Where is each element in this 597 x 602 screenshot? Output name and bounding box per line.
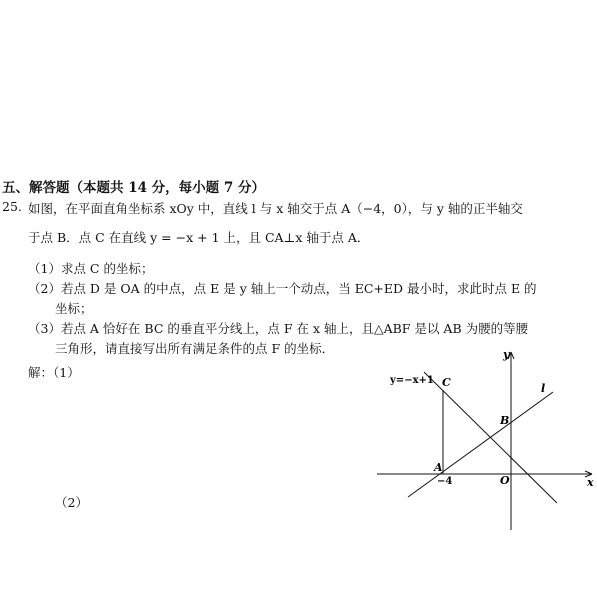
x-axis-label: x: [587, 476, 594, 489]
origin-label: O: [500, 474, 510, 487]
line-l: [408, 392, 553, 497]
answer-label-1: 解：（1）: [28, 365, 80, 380]
problem-line-2: 于点 B．点 C 在直线 y = −x + 1 上，且 CA⊥x 轴于点 A．: [28, 230, 370, 245]
point-c-label: C: [442, 376, 451, 389]
point-b-label: B: [500, 414, 510, 427]
question-3-line-1: （3）若点 A 恰好在 BC 的垂直平分线上，点 F 在 x 轴上，且△ABF 是以 AB 为腰的等腰: [28, 321, 529, 336]
line-equation-label: y=−x+1: [390, 375, 434, 386]
problem-line-1: 如图，在平面直角坐标系 xOy 中，直线 l 与 x 轴交于点 A（−4，0），与 y 轴的正半轴交: [28, 201, 523, 216]
section-title: 五、解答题（本题共 14 分，每小题 7 分）: [2, 180, 265, 196]
line-l-label: l: [541, 382, 546, 395]
problem-number: 25.: [2, 199, 22, 214]
question-2-line-1: （2）若点 D 是 OA 的中点，点 E 是 y 轴上一个动点，当 EC+ED 最小时，求此时点 E 的: [28, 281, 537, 296]
question-3-line-2: 三角形，请直接写出所有满足条件的点 F 的坐标．: [55, 341, 335, 356]
y-axis-label: y: [503, 348, 510, 361]
point-a-label: A: [434, 461, 443, 474]
question-1: （1）求点 C 的坐标；: [28, 261, 154, 276]
question-2-line-2: 坐标；: [55, 301, 93, 316]
tick-label-neg4: −4: [437, 476, 453, 487]
answer-label-2: （2）: [55, 495, 88, 510]
